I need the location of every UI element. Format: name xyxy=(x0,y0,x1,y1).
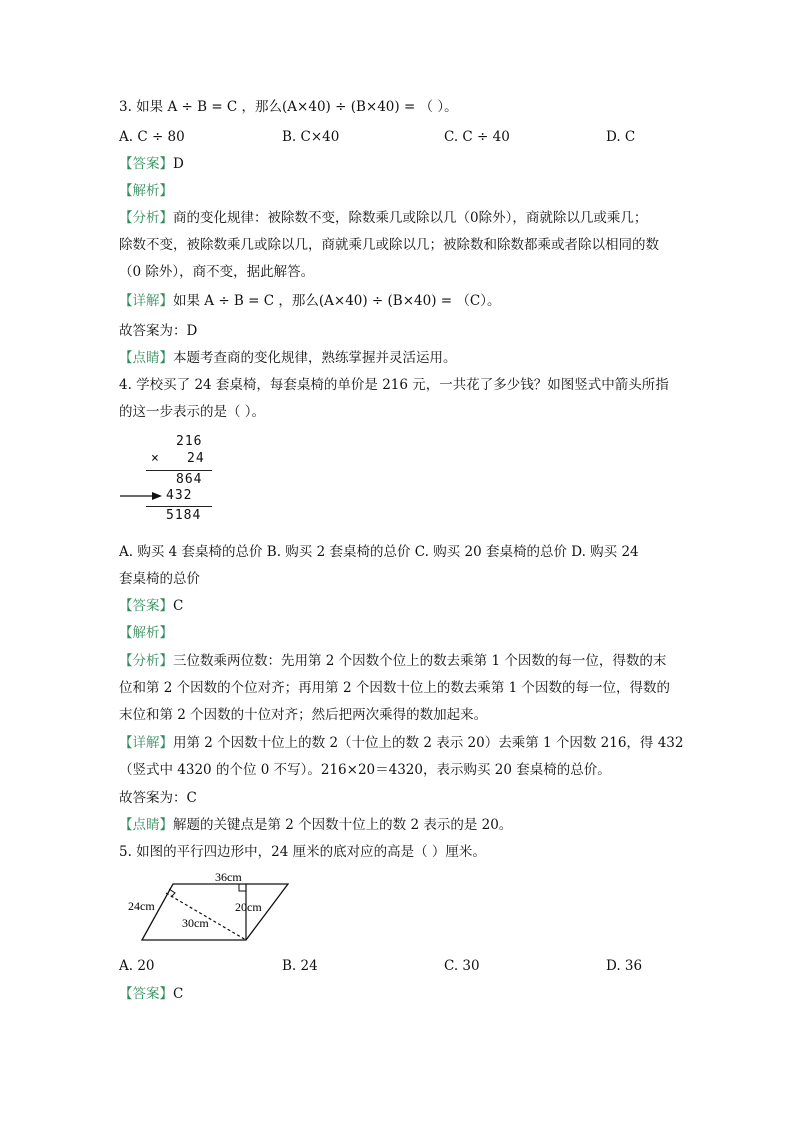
q4-stem-line-2: 的这一步表示的是（ ）。 xyxy=(119,404,266,420)
calc-factor-2: 24 xyxy=(187,451,205,466)
calc-partial-1: 864 xyxy=(176,472,203,487)
xiangjie-text: 如果 A ÷ B = C ，那么(A×40) ÷ (B×40) = （C）。 xyxy=(173,293,501,309)
right-angle-mark-left xyxy=(169,889,175,897)
calc-total: 5184 xyxy=(166,508,202,523)
q3-analysis-tag: 【解析】 xyxy=(119,183,173,199)
q3-option-c: C. C ÷ 40 xyxy=(444,129,510,145)
calc-operator: × xyxy=(151,451,160,466)
answer-value: D xyxy=(173,156,184,172)
q3-fenxi-line-1 xyxy=(119,209,647,227)
fenxi-tag: 【分析】 xyxy=(119,210,173,226)
dianjing-text: 本题考查商的变化规律，熟练掌握并灵活运用。 xyxy=(173,350,457,366)
q5-stem: 5. 如图的平行四边形中，24 厘米的底对应的高是（ ）厘米。 xyxy=(119,844,486,860)
q3-dianjing xyxy=(119,349,457,367)
label-left: 24cm xyxy=(128,899,155,913)
dianjing-tag: 【点睛】 xyxy=(119,350,173,366)
fenxi-text: 商的变化规律：被除数不变，除数乘几或除以几（0除外），商就除以几或乘几； xyxy=(173,210,648,226)
xiangjie-text: 用第 2 个因数十位上的数 2（十位上的数 2 表示 20）去乘第 1 个因数 216，得 432 xyxy=(173,735,684,751)
q4-options-line-1: A. 购买 4 套桌椅的总价 B. 购买 2 套桌椅的总价 C. 购买 20 套桌椅的总价 D. 购买 24 xyxy=(119,544,639,560)
q4-fenxi-line-2: 位和第 2 个因数的个位对齐；再用第 2 个因数十位上的数去乘第 1 个因数的每一位，得数的 xyxy=(119,680,671,696)
calc-partial-2: 432 xyxy=(166,488,193,503)
calc-factor-1: 216 xyxy=(176,434,203,449)
q3-fenxi-line-3: （0 除外），商不变，据此解答。 xyxy=(119,264,315,280)
answer-value: C xyxy=(173,986,184,1002)
xiangjie-tag: 【详解】 xyxy=(119,293,173,309)
arrow-icon xyxy=(118,489,164,503)
q5-answer xyxy=(119,985,183,1003)
q3-fenxi-line-2: 除数不变，被除数乘几或除以几，商就乘几或除以几；被除数和除数都乘或者除以相同的数 xyxy=(119,237,659,253)
calc-rule-2 xyxy=(146,506,212,507)
dianjing-text: 解题的关键点是第 2 个因数十位上的数 2 表示的是 20。 xyxy=(173,817,513,833)
fenxi-tag: 【分析】 xyxy=(119,653,173,669)
q3-xiangjie xyxy=(119,292,500,310)
q5-option-b: B. 24 xyxy=(282,958,318,974)
right-angle-mark-top xyxy=(239,884,246,891)
q4-fenxi-line-3: 末位和第 2 个因数的十位对齐；然后把两次乘得的数加起来。 xyxy=(119,707,488,723)
q3-conclusion: 故答案为：D xyxy=(119,323,198,339)
label-height: 20cm xyxy=(235,900,262,914)
q3-answer xyxy=(119,155,184,173)
q5-option-a: A. 20 xyxy=(119,958,155,974)
q4-answer xyxy=(119,597,183,615)
answer-value: C xyxy=(173,598,184,614)
fenxi-text: 三位数乘两位数：先用第 2 个因数个位上的数去乘第 1 个因数的每一位，得数的末 xyxy=(173,653,667,669)
q3-option-d: D. C xyxy=(606,129,636,145)
xiangjie-tag: 【详解】 xyxy=(119,735,173,751)
label-diag: 30cm xyxy=(182,916,209,930)
q5-option-d: D. 36 xyxy=(606,958,643,974)
dianjing-tag: 【点睛】 xyxy=(119,817,173,833)
q4-options-line-2: 套桌椅的总价 xyxy=(119,571,200,587)
q4-stem-line-1: 4. 学校买了 24 套桌椅，每套桌椅的单价是 216 元，一共花了多少钱？如图竖式中箭头所指 xyxy=(119,377,669,393)
q4-dianjing xyxy=(119,816,512,834)
q5-option-c: C. 30 xyxy=(444,958,480,974)
answer-tag: 【答案】 xyxy=(119,598,173,614)
q3-option-a: A. C ÷ 80 xyxy=(119,129,185,145)
label-top: 36cm xyxy=(215,870,242,884)
q4-xiangjie-line-1 xyxy=(119,734,683,752)
q4-conclusion: 故答案为：C xyxy=(119,790,197,806)
answer-tag: 【答案】 xyxy=(119,156,173,172)
parallelogram-figure xyxy=(120,866,300,946)
q4-xiangjie-line-2: （竖式中 4320 的个位 0 不写）。216×20＝4320，表示购买 20 套桌椅的总价。 xyxy=(119,762,611,778)
q3-stem: 3. 如果 A ÷ B = C ，那么(A×40) ÷ (B×40) = （ ）。 xyxy=(119,99,458,115)
answer-tag: 【答案】 xyxy=(119,986,173,1002)
q4-fenxi-line-1 xyxy=(119,652,666,670)
calc-rule-1 xyxy=(146,470,212,471)
q3-option-b: B. C×40 xyxy=(282,129,340,145)
q4-analysis-tag: 【解析】 xyxy=(119,625,173,641)
parallelogram-shape xyxy=(142,884,288,940)
